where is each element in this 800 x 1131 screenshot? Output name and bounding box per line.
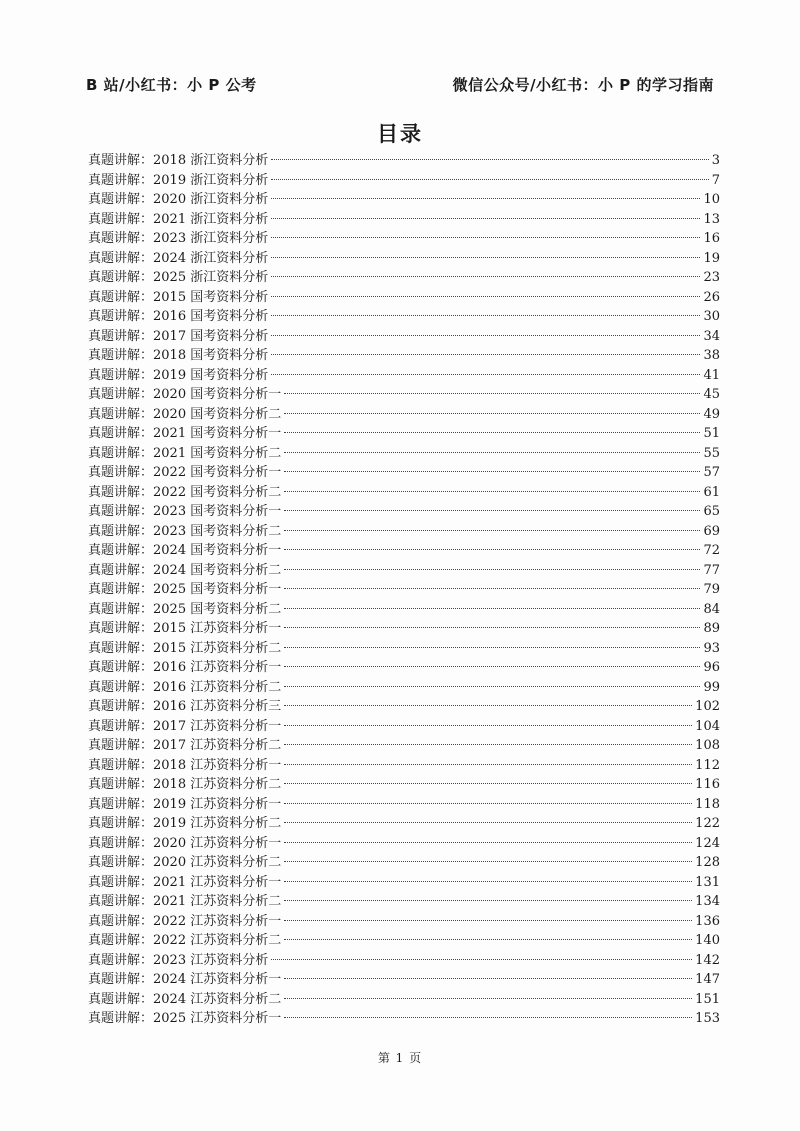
toc-entry-page: 45 (703, 387, 720, 402)
toc-entry-page: 23 (703, 270, 720, 285)
toc-entry-title: 真题讲解：2018 江苏资料分析二 (88, 777, 282, 792)
toc-entry-page: 128 (695, 855, 720, 870)
toc-entry[interactable] (88, 892, 720, 912)
toc-entry-title: 真题讲解：2023 国考资料分析二 (88, 523, 282, 539)
toc-entry[interactable] (88, 210, 720, 230)
toc-entry[interactable] (88, 912, 720, 932)
toc-dot-leader (284, 627, 700, 628)
toc-entry-title: 真题讲解：2018 江苏资料分析一 (88, 757, 282, 773)
toc-entry-title: 真题讲解：2020 江苏资料分析二 (88, 855, 282, 870)
toc-entry-title: 真题讲解：2021 国考资料分析二 (88, 445, 282, 461)
toc-dot-leader (284, 452, 700, 453)
toc-dot-leader (271, 159, 709, 160)
toc-entry[interactable] (88, 288, 720, 308)
toc-entry-page: 69 (703, 523, 720, 539)
toc-entry-title: 真题讲解：2023 江苏资料分析 (88, 952, 269, 968)
toc-dot-leader (271, 335, 700, 336)
toc-entry-title: 真题讲解：2024 江苏资料分析一 (88, 972, 282, 987)
toc-entry[interactable] (88, 931, 720, 951)
toc-entry[interactable] (88, 678, 720, 698)
toc-entry[interactable] (88, 736, 720, 756)
toc-entry[interactable] (88, 346, 720, 366)
toc-dot-leader (271, 198, 700, 199)
toc-dot-leader (284, 705, 692, 706)
toc-entry[interactable] (88, 756, 720, 776)
toc-entry-page: 102 (695, 699, 720, 714)
toc-dot-leader (271, 257, 700, 258)
toc-dot-leader (271, 218, 700, 219)
toc-entry-page: 61 (703, 484, 720, 500)
toc-entry-title: 真题讲解：2016 江苏资料分析三 (88, 699, 282, 714)
toc-dot-leader (271, 237, 700, 238)
toc-dot-leader (284, 900, 692, 901)
toc-entry-page: 142 (695, 952, 720, 968)
toc-dot-leader (284, 549, 700, 550)
toc-entry-title: 真题讲解：2018 国考资料分析 (88, 348, 269, 363)
toc-entry-page: 30 (703, 309, 720, 324)
toc-dot-leader (271, 296, 700, 297)
toc-dot-leader (284, 744, 692, 745)
toc-entry-page: 57 (703, 465, 720, 480)
toc-entry[interactable] (88, 717, 720, 737)
toc-dot-leader (284, 432, 700, 433)
toc-entry[interactable] (88, 268, 720, 288)
toc-entry-page: 116 (695, 777, 720, 792)
toc-entry-title: 真题讲解：2025 国考资料分析一 (88, 582, 282, 597)
toc-entry-page: 7 (711, 172, 720, 188)
toc-dot-leader (284, 491, 700, 492)
toc-entry-title: 真题讲解：2022 国考资料分析二 (88, 484, 282, 500)
toc-entry-title: 真题讲解：2018 浙江资料分析 (88, 153, 269, 168)
toc-entry[interactable] (88, 658, 720, 678)
toc-entry-page: 124 (695, 835, 720, 851)
toc-entry[interactable] (88, 405, 720, 425)
toc-dot-leader (284, 569, 700, 570)
toc-entry-page: 112 (695, 757, 720, 773)
toc-entry-page: 104 (695, 718, 720, 734)
toc-entry-page: 51 (703, 426, 720, 441)
toc-entry-page: 96 (703, 660, 720, 675)
toc-entry-title: 真题讲解：2021 国考资料分析一 (88, 426, 282, 441)
toc-entry-title: 真题讲解：2015 国考资料分析 (88, 289, 269, 305)
header-left-text: B 站/小红书：小 P 公考 (86, 75, 257, 94)
toc-entry-page: 93 (703, 640, 720, 656)
toc-entry[interactable] (88, 327, 720, 347)
toc-entry-page: 34 (703, 328, 720, 344)
toc-dot-leader (284, 510, 700, 511)
toc-entry[interactable] (88, 522, 720, 542)
toc-entry-title: 真题讲解：2016 江苏资料分析一 (88, 660, 282, 675)
toc-entry[interactable] (88, 463, 720, 483)
toc-entry[interactable] (88, 385, 720, 405)
toc-entry-page: 136 (695, 913, 720, 929)
toc-entry[interactable] (88, 190, 720, 210)
toc-dot-leader (284, 803, 692, 804)
toc-entry-title: 真题讲解：2017 江苏资料分析一 (88, 718, 282, 734)
toc-entry[interactable] (88, 600, 720, 620)
toc-dot-leader (284, 608, 700, 609)
toc-dot-leader (284, 471, 700, 472)
page-title: 目录 (377, 122, 423, 146)
toc-entry[interactable] (88, 502, 720, 522)
toc-entry-title: 真题讲解：2024 江苏资料分析二 (88, 991, 282, 1007)
toc-entry-page: 134 (695, 894, 720, 909)
toc-entry[interactable] (88, 775, 720, 795)
toc-entry[interactable] (88, 1009, 720, 1029)
toc-entry-page: 118 (695, 796, 720, 812)
toc-entry[interactable] (88, 151, 720, 171)
toc-entry-page: 10 (703, 192, 720, 207)
toc-entry-title: 真题讲解：2021 江苏资料分析一 (88, 874, 282, 890)
toc-entry-title: 真题讲解：2025 江苏资料分析一 (88, 1011, 282, 1026)
toc-entry-page: 147 (695, 972, 720, 987)
toc-entry[interactable] (88, 444, 720, 464)
toc-entry-title: 真题讲解：2025 浙江资料分析 (88, 270, 269, 285)
toc-dot-leader (284, 647, 700, 648)
toc-dot-leader (284, 725, 692, 726)
toc-entry-title: 真题讲解：2017 国考资料分析 (88, 328, 269, 344)
toc-dot-leader (271, 276, 700, 277)
toc-entry[interactable] (88, 853, 720, 873)
toc-entry[interactable] (88, 249, 720, 269)
toc-entry-title: 真题讲解：2023 国考资料分析一 (88, 504, 282, 519)
toc-entry-page: 151 (695, 991, 720, 1007)
toc-dot-leader (284, 686, 700, 687)
toc-entry[interactable] (88, 873, 720, 893)
toc-entry-title: 真题讲解：2024 浙江资料分析 (88, 250, 269, 266)
toc-entry[interactable] (88, 697, 720, 717)
toc-entry-title: 真题讲解：2020 江苏资料分析一 (88, 835, 282, 851)
toc-dot-leader (284, 413, 700, 414)
toc-entry-title: 真题讲解：2019 国考资料分析 (88, 367, 269, 383)
toc-entry[interactable] (88, 639, 720, 659)
toc-entry-page: 84 (703, 601, 720, 617)
toc-entry-page: 153 (695, 1011, 720, 1026)
toc-dot-leader (284, 861, 692, 862)
toc-dot-leader (284, 588, 700, 589)
toc-entry[interactable] (88, 561, 720, 581)
toc-entry[interactable] (88, 834, 720, 854)
toc-entry-title: 真题讲解：2019 江苏资料分析二 (88, 816, 282, 831)
toc-entry-page: 19 (703, 250, 720, 266)
toc-entry-page: 77 (703, 562, 720, 578)
toc-entry-page: 65 (703, 504, 720, 519)
toc-entry-page: 26 (703, 289, 720, 305)
toc-entry-title: 真题讲解：2015 江苏资料分析一 (88, 621, 282, 636)
toc-dot-leader (284, 764, 692, 765)
toc-dot-leader (284, 393, 700, 394)
toc-dot-leader (284, 1017, 692, 1018)
toc-entry-title: 真题讲解：2017 江苏资料分析二 (88, 738, 282, 753)
toc-dot-leader (271, 179, 709, 180)
toc-entry-page: 3 (711, 153, 720, 168)
toc-entry-title: 真题讲解：2024 国考资料分析二 (88, 562, 282, 578)
toc-dot-leader (284, 978, 692, 979)
toc-entry[interactable] (88, 795, 720, 815)
toc-entry-page: 72 (703, 543, 720, 558)
toc-dot-leader (271, 354, 700, 355)
toc-dot-leader (284, 530, 700, 531)
toc-entry[interactable] (88, 970, 720, 990)
toc-entry-page: 140 (695, 933, 720, 948)
toc-dot-leader (284, 939, 692, 940)
page-header (86, 72, 714, 96)
toc-entry-title: 真题讲解：2016 江苏资料分析二 (88, 679, 282, 695)
toc-dot-leader (284, 998, 692, 999)
toc-entry-title: 真题讲解：2022 国考资料分析一 (88, 465, 282, 480)
toc-entry[interactable] (88, 424, 720, 444)
toc-entry-title: 真题讲解：2021 浙江资料分析 (88, 211, 269, 227)
toc-entry[interactable] (88, 171, 720, 191)
toc-entry-page: 13 (703, 211, 720, 227)
toc-entry-page: 16 (703, 231, 720, 246)
toc-entry-title: 真题讲解：2021 江苏资料分析二 (88, 894, 282, 909)
toc-entry-page: 122 (695, 816, 720, 831)
toc-dot-leader (271, 959, 692, 960)
toc-entry-page: 131 (695, 874, 720, 890)
toc-entry[interactable] (88, 580, 720, 600)
toc-entry-title: 真题讲解：2022 江苏资料分析二 (88, 933, 282, 948)
toc-entry-title: 真题讲解：2019 浙江资料分析 (88, 172, 269, 188)
header-right-text: 微信公众号/小红书：小 P 的学习指南 (452, 75, 714, 94)
page-number: 第 1 页 (377, 1051, 423, 1065)
toc-entry[interactable] (88, 619, 720, 639)
toc-entry-title: 真题讲解：2024 国考资料分析一 (88, 543, 282, 558)
toc-entry[interactable] (88, 814, 720, 834)
toc-entry[interactable] (88, 951, 720, 971)
toc-entry-title: 真题讲解：2015 江苏资料分析二 (88, 640, 282, 656)
toc-dot-leader (284, 666, 700, 667)
toc-entry[interactable] (88, 366, 720, 386)
toc-dot-leader (284, 920, 692, 921)
toc-entry[interactable] (88, 990, 720, 1010)
toc-entry-title: 真题讲解：2023 浙江资料分析 (88, 231, 269, 246)
toc-entry-title: 真题讲解：2025 国考资料分析二 (88, 601, 282, 617)
toc-dot-leader (284, 783, 692, 784)
toc-entry-title: 真题讲解：2020 浙江资料分析 (88, 192, 269, 207)
toc-entry-page: 79 (703, 582, 720, 597)
toc-entry-title: 真题讲解：2016 国考资料分析 (88, 309, 269, 324)
toc-entry-title: 真题讲解：2019 江苏资料分析一 (88, 796, 282, 812)
toc-dot-leader (284, 822, 692, 823)
toc-entry-page: 41 (703, 367, 720, 383)
toc-entry[interactable] (88, 483, 720, 503)
toc-entry[interactable] (88, 229, 720, 249)
toc-dot-leader (284, 881, 692, 882)
toc-entry-title: 真题讲解：2020 国考资料分析一 (88, 387, 282, 402)
toc-entry-page: 108 (695, 738, 720, 753)
table-of-contents (88, 151, 720, 1029)
toc-entry-title: 真题讲解：2020 国考资料分析二 (88, 406, 282, 422)
toc-entry-page: 38 (703, 348, 720, 363)
toc-dot-leader (271, 315, 700, 316)
toc-dot-leader (284, 842, 692, 843)
toc-entry-page: 89 (703, 621, 720, 636)
toc-entry[interactable] (88, 307, 720, 327)
toc-entry-page: 99 (703, 679, 720, 695)
toc-entry[interactable] (88, 541, 720, 561)
toc-entry-page: 55 (703, 445, 720, 461)
toc-entry-title: 真题讲解：2022 江苏资料分析一 (88, 913, 282, 929)
toc-dot-leader (271, 374, 700, 375)
toc-entry-page: 49 (703, 406, 720, 422)
